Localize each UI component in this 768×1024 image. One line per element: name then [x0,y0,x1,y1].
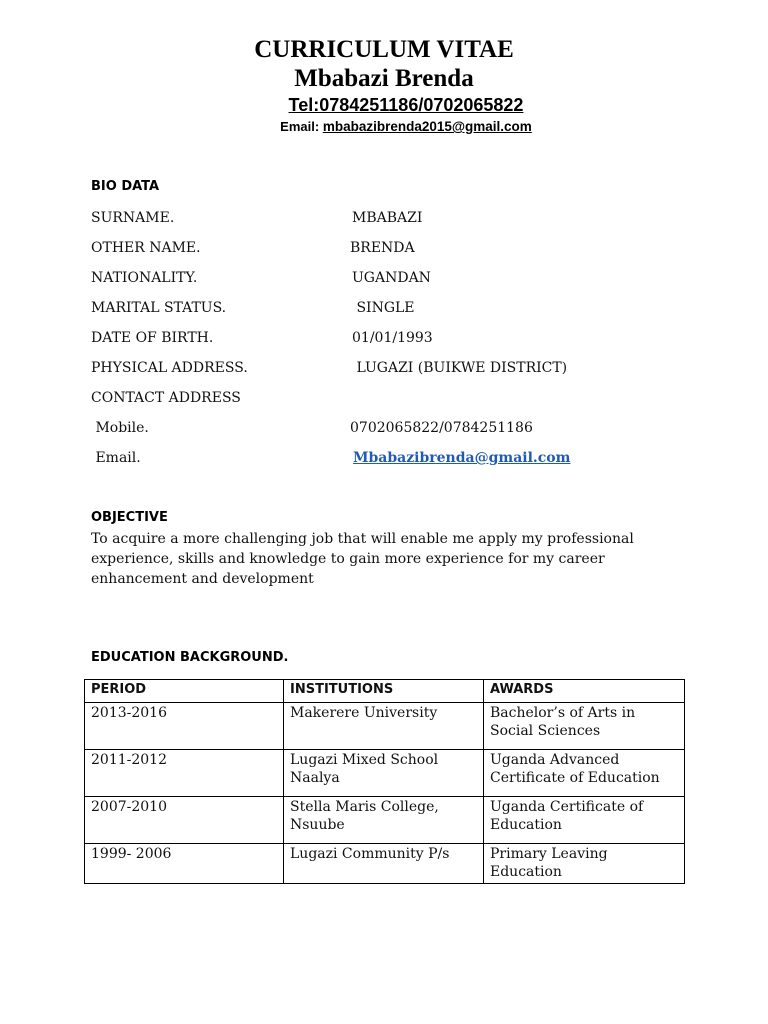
header-email-value[interactable]: mbabazibrenda2015@gmail.com [322,119,532,134]
bio-row-nationality [0,268,768,290]
period-cell: 2011-2012 [85,750,284,797]
table-row [85,797,685,844]
bio-value: UGANDAN [352,270,431,286]
document-title: CURRICULUM VITAE [254,36,514,63]
header-email-label: Email: [280,119,320,134]
table-row [85,844,685,884]
bio-label: MARITAL STATUS. [91,300,227,316]
bio-row-email [0,448,768,470]
award-cell: Bachelor’s of Arts in Social Sciences [484,703,685,750]
award-cell: Uganda Advanced Certificate of Education [484,750,685,797]
candidate-name: Mbabazi Brenda [294,65,474,92]
bio-data-heading: BIO DATA [91,179,160,194]
objective-heading: OBJECTIVE [91,510,168,525]
bio-email-link[interactable]: Mbabazibrenda@gmail.com [353,450,571,466]
institution-cell: Stella Maris College, Nsuube [284,797,484,844]
bio-value: SINGLE [352,300,415,316]
period-cell: 2007-2010 [85,797,284,844]
bio-label: Email. [91,450,141,466]
objective-text: To acquire a more challenging job that will enable me apply my professional experience, skills and knowledge to gain more experience for my career enhancement and development [91,531,634,587]
bio-label: CONTACT ADDRESS [91,390,241,406]
column-header-awards: AWARDS [484,680,685,703]
award-cell: Uganda Certificate of Education [484,797,685,844]
institution-cell: Makerere University [284,703,484,750]
bio-label: PHYSICAL ADDRESS. [91,360,248,376]
bio-value: BRENDA [350,240,415,256]
bio-label: Mobile. [91,420,149,436]
column-header-institutions: INSTITUTIONS [284,680,484,703]
table-row [85,703,685,750]
column-header-period: PERIOD [85,680,284,703]
telephone-line: Tel:0784251186/0702065822 [288,95,524,115]
bio-value: LUGAZI (BUIKWE DISTRICT) [352,360,568,376]
period-cell: 2013-2016 [85,703,284,750]
bio-row-physical-address [0,358,768,380]
institution-cell: Lugazi Mixed School Naalya [284,750,484,797]
bio-row-mobile [0,418,768,440]
bio-row-date-of-birth [0,328,768,350]
institution-cell: Lugazi Community P/s [284,844,484,884]
education-heading: EDUCATION BACKGROUND. [91,650,289,665]
bio-row-other-name [0,238,768,260]
bio-label: DATE OF BIRTH. [91,330,214,346]
header-email-line [0,118,768,136]
bio-label: SURNAME. [91,210,175,226]
award-cell: Primary Leaving Education [484,844,685,884]
education-table-header [85,680,685,703]
education-table [84,679,685,884]
bio-row-contact-address [0,388,768,410]
table-row [85,750,685,797]
period-cell: 1999- 2006 [85,844,284,884]
bio-label: OTHER NAME. [91,240,201,256]
bio-value: 01/01/1993 [352,330,433,346]
bio-row-surname [0,208,768,230]
bio-value: 0702065822/0784251186 [350,420,533,436]
bio-label: NATIONALITY. [91,270,198,286]
bio-value: MBABAZI [352,210,423,226]
bio-row-marital-status [0,298,768,320]
